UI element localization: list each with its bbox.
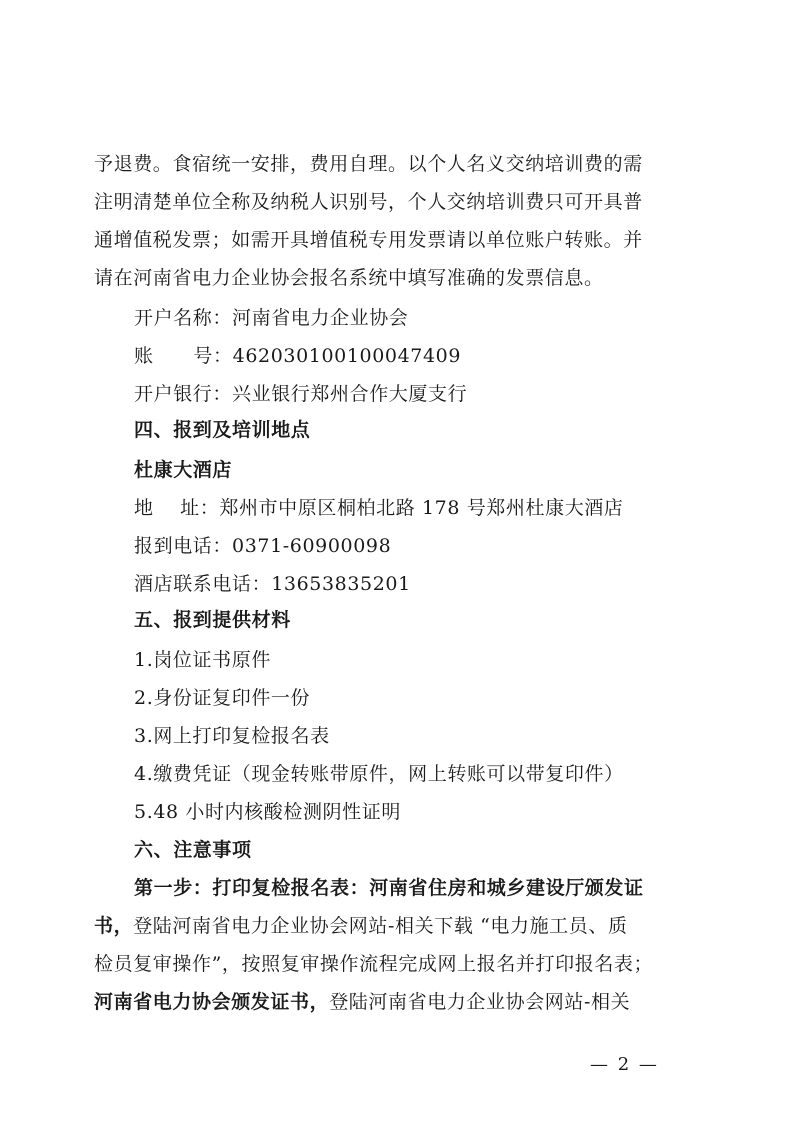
bold-text: 河南省电力协会颁发证书， bbox=[94, 991, 330, 1013]
account-number-line: 账 号：462030100100047409 bbox=[134, 345, 462, 367]
step-one-title: 第一步：打印复检报名表：河南省住房和城乡建设厅颁发证 bbox=[134, 877, 644, 899]
paragraph-line bbox=[94, 914, 628, 938]
material-item: 5.48 小时内核酸检测阴性证明 bbox=[134, 801, 401, 823]
bank-line: 开户银行：兴业银行郑州合作大厦支行 bbox=[134, 383, 468, 405]
paragraph-line: 注明清楚单位全称及纳税人识别号，个人交纳培训费只可开具普 bbox=[94, 191, 643, 213]
material-item: 2.身份证复印件一份 bbox=[134, 687, 311, 709]
hotel-phone-line: 酒店联系电话：13653835201 bbox=[134, 573, 411, 595]
page-number: — 2 — bbox=[590, 1054, 659, 1075]
plain-text: 登陆河南省电力企业协会网站-相关 bbox=[329, 991, 631, 1013]
address-line: 地 址：郑州市中原区桐柏北路 178 号郑州杜康大酒店 bbox=[134, 497, 624, 519]
paragraph-line: 通增值税发票；如需开具增值税专用发票请以单位账户转账。并 bbox=[94, 229, 643, 251]
bold-text: 书， bbox=[94, 915, 134, 937]
section-heading: 六、注意事项 bbox=[134, 839, 252, 861]
material-item: 4.缴费凭证（现金转账带原件，网上转账可以带复印件） bbox=[134, 763, 624, 785]
account-name-line: 开户名称：河南省电力企业协会 bbox=[134, 307, 409, 329]
section-heading: 四、报到及培训地点 bbox=[134, 419, 311, 441]
material-item: 3.网上打印复检报名表 bbox=[134, 725, 330, 747]
material-item: 1.岗位证书原件 bbox=[134, 649, 271, 671]
report-phone-line: 报到电话：0371-60900098 bbox=[134, 535, 392, 557]
paragraph-line: 予退费。食宿统一安排，费用自理。以个人名义交纳培训费的需 bbox=[94, 153, 643, 175]
plain-text: 登陆河南省电力企业协会网站-相关下载 “电力施工员、质 bbox=[133, 915, 628, 937]
paragraph-line: 请在河南省电力企业协会报名系统中填写准确的发票信息。 bbox=[94, 267, 604, 289]
section-heading: 五、报到提供材料 bbox=[134, 609, 291, 631]
paragraph-line bbox=[94, 990, 630, 1014]
paragraph-line: 检员复审操作”，按照复审操作流程完成网上报名并打印报名表； bbox=[94, 953, 654, 975]
hotel-name: 杜康大酒店 bbox=[134, 459, 233, 481]
